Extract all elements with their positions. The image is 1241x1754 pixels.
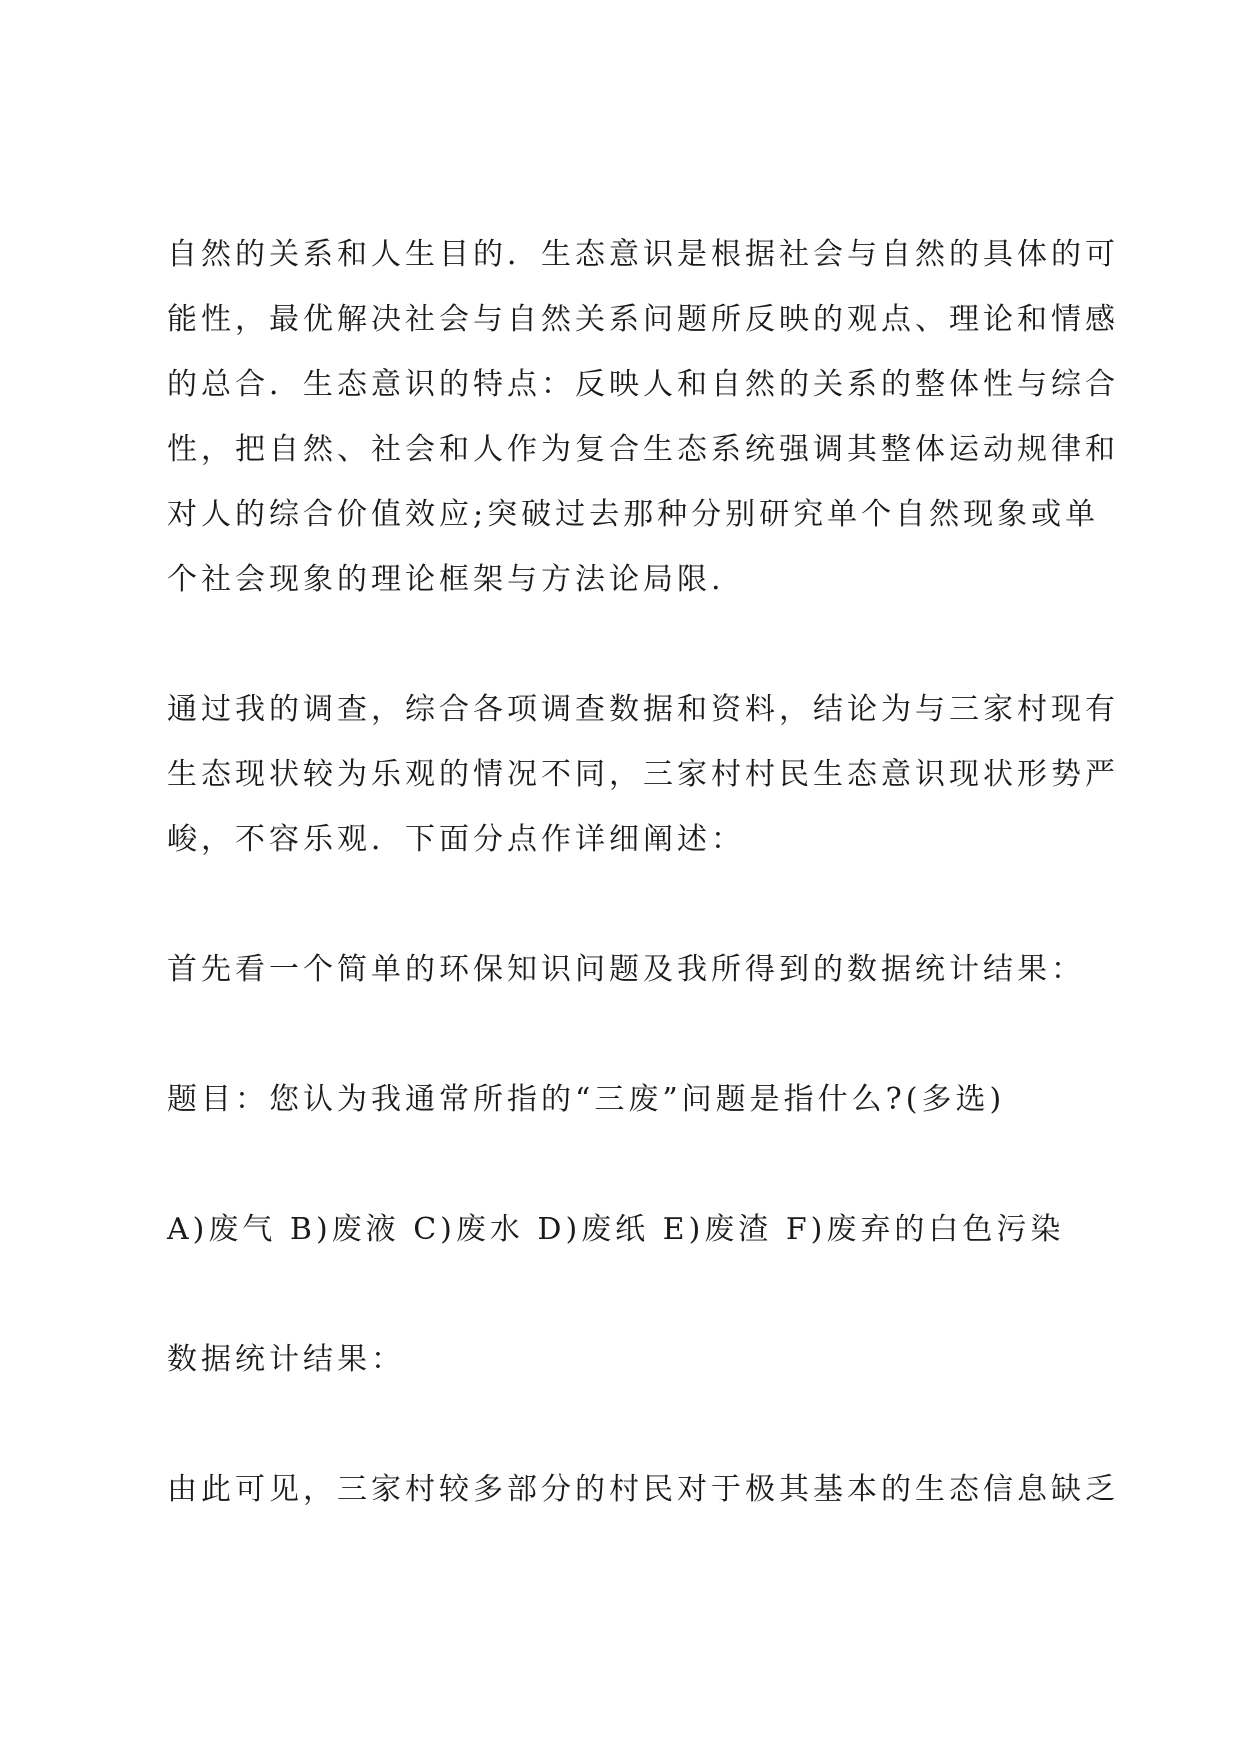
document-body (167, 222, 1119, 1587)
paragraph-options (167, 1197, 1097, 1262)
text-line: 个社会现象的理论框架与方法论局限. (167, 562, 725, 597)
text-line: 自然的关系和人生目的．生态意识是根据社会与自然的具体的可 (167, 237, 1119, 272)
text-line: 对人的综合价值效应;突破过去那种分别研究单个自然现象或单 (167, 497, 1100, 532)
text-line: 生态现状较为乐观的情况不同，三家村村民生态意识现状形势严 (167, 757, 1119, 792)
text-line: 能性，最优解决社会与自然关系问题所反映的观点、理论和情感 (167, 302, 1119, 337)
paragraph-question (167, 1067, 1097, 1132)
text-line: 数据统计结果： (167, 1342, 405, 1377)
text-line: 的总合．生态意识的特点：反映人和自然的关系的整体性与综合 (167, 367, 1119, 402)
text-line: 峻，不容乐观．下面分点作详细阐述： (167, 822, 745, 857)
paragraph-stats-label (167, 1327, 1097, 1392)
text-line: A)废气 B)废液 C)废水 D)废纸 E)废渣 F)废弃的白色污染 (167, 1212, 1065, 1247)
paragraph-ecological-awareness (167, 222, 1119, 612)
text-line: 题目：您认为我通常所指的“三废”问题是指什么?(多选) (167, 1082, 1006, 1117)
paragraph-survey-conclusion (167, 677, 1119, 872)
paragraph-question-intro (167, 937, 1097, 1002)
text-line: 首先看一个简单的环保知识问题及我所得到的数据统计结果： (167, 952, 1085, 987)
paragraph-conclusion (167, 1457, 1119, 1522)
text-line: 性，把自然、社会和人作为复合生态系统强调其整体运动规律和 (167, 432, 1119, 467)
text-line: 由此可见，三家村较多部分的村民对于极其基本的生态信息缺乏 (167, 1472, 1119, 1507)
text-line: 通过我的调查，综合各项调查数据和资料，结论为与三家村现有 (167, 692, 1119, 727)
